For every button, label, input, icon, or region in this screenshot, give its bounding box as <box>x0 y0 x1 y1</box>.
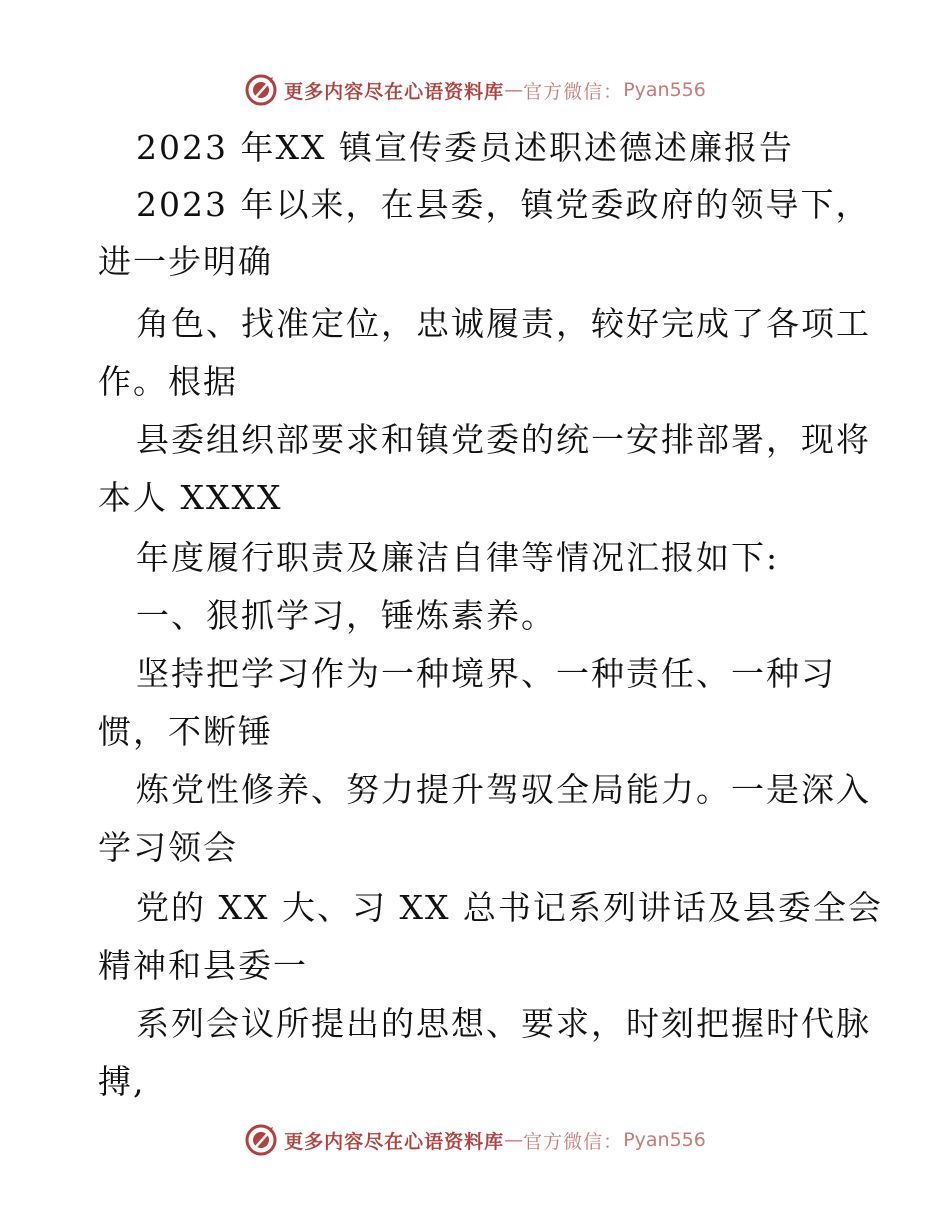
paragraph-line: 党的 XX 大、习 XX 总书记系列讲话及县委全会 <box>136 888 883 927</box>
paragraph-line: 作。根据 <box>98 362 238 401</box>
paragraph-line: 角色、找准定位，忠诚履责，较好完成了各项工 <box>136 304 871 343</box>
footer-watermark <box>0 1120 950 1160</box>
paragraph-line: 系列会议所提出的思想、要求，时刻把握时代脉 <box>136 1004 871 1043</box>
document-title: 2023 年XX 镇宣传委员述职述德述廉报告 <box>136 128 794 167</box>
paragraph-line: 坚持把学习作为一种境界、一种责任、一种习 <box>136 654 836 693</box>
watermark-wechat-id: Pyan556 <box>623 79 706 101</box>
watermark-dash: — <box>504 79 524 101</box>
paragraph-line: 本人 XXXX <box>98 478 283 517</box>
paragraph-line: 县委组织部要求和镇党委的统一安排部署，现将 <box>136 420 871 459</box>
paragraph-line: 学习领会 <box>98 828 238 867</box>
watermark-wechat-label: 官方微信： <box>523 1130 624 1153</box>
paragraph-line: 炼党性修养、努力提升驾驭全局能力。一是深入 <box>136 770 871 809</box>
watermark-brand: 更多内容尽在心语资料库 <box>284 80 505 103</box>
watermark-wechat-id: Pyan556 <box>623 1129 706 1151</box>
paragraph-line: 精神和县委一 <box>98 946 308 985</box>
watermark-brand: 更多内容尽在心语资料库 <box>284 1130 505 1153</box>
paragraph-line: 2023 年以来，在县委，镇党委政府的领导下， <box>136 185 871 224</box>
paragraph-line: 进一步明确 <box>98 242 273 281</box>
paragraph-line: 年度履行职责及廉洁自律等情况汇报如下: <box>136 538 780 577</box>
watermark-dash: — <box>504 1129 524 1151</box>
brand-logo-icon <box>244 1123 278 1157</box>
paragraph-line: 搏, <box>98 1062 146 1101</box>
section-heading: 一、狠抓学习，锤炼素养。 <box>136 596 556 635</box>
brand-logo-icon <box>244 73 278 107</box>
header-watermark <box>0 70 950 110</box>
watermark-wechat-label: 官方微信： <box>523 80 624 103</box>
paragraph-line: 惯，不断锤 <box>98 712 273 751</box>
